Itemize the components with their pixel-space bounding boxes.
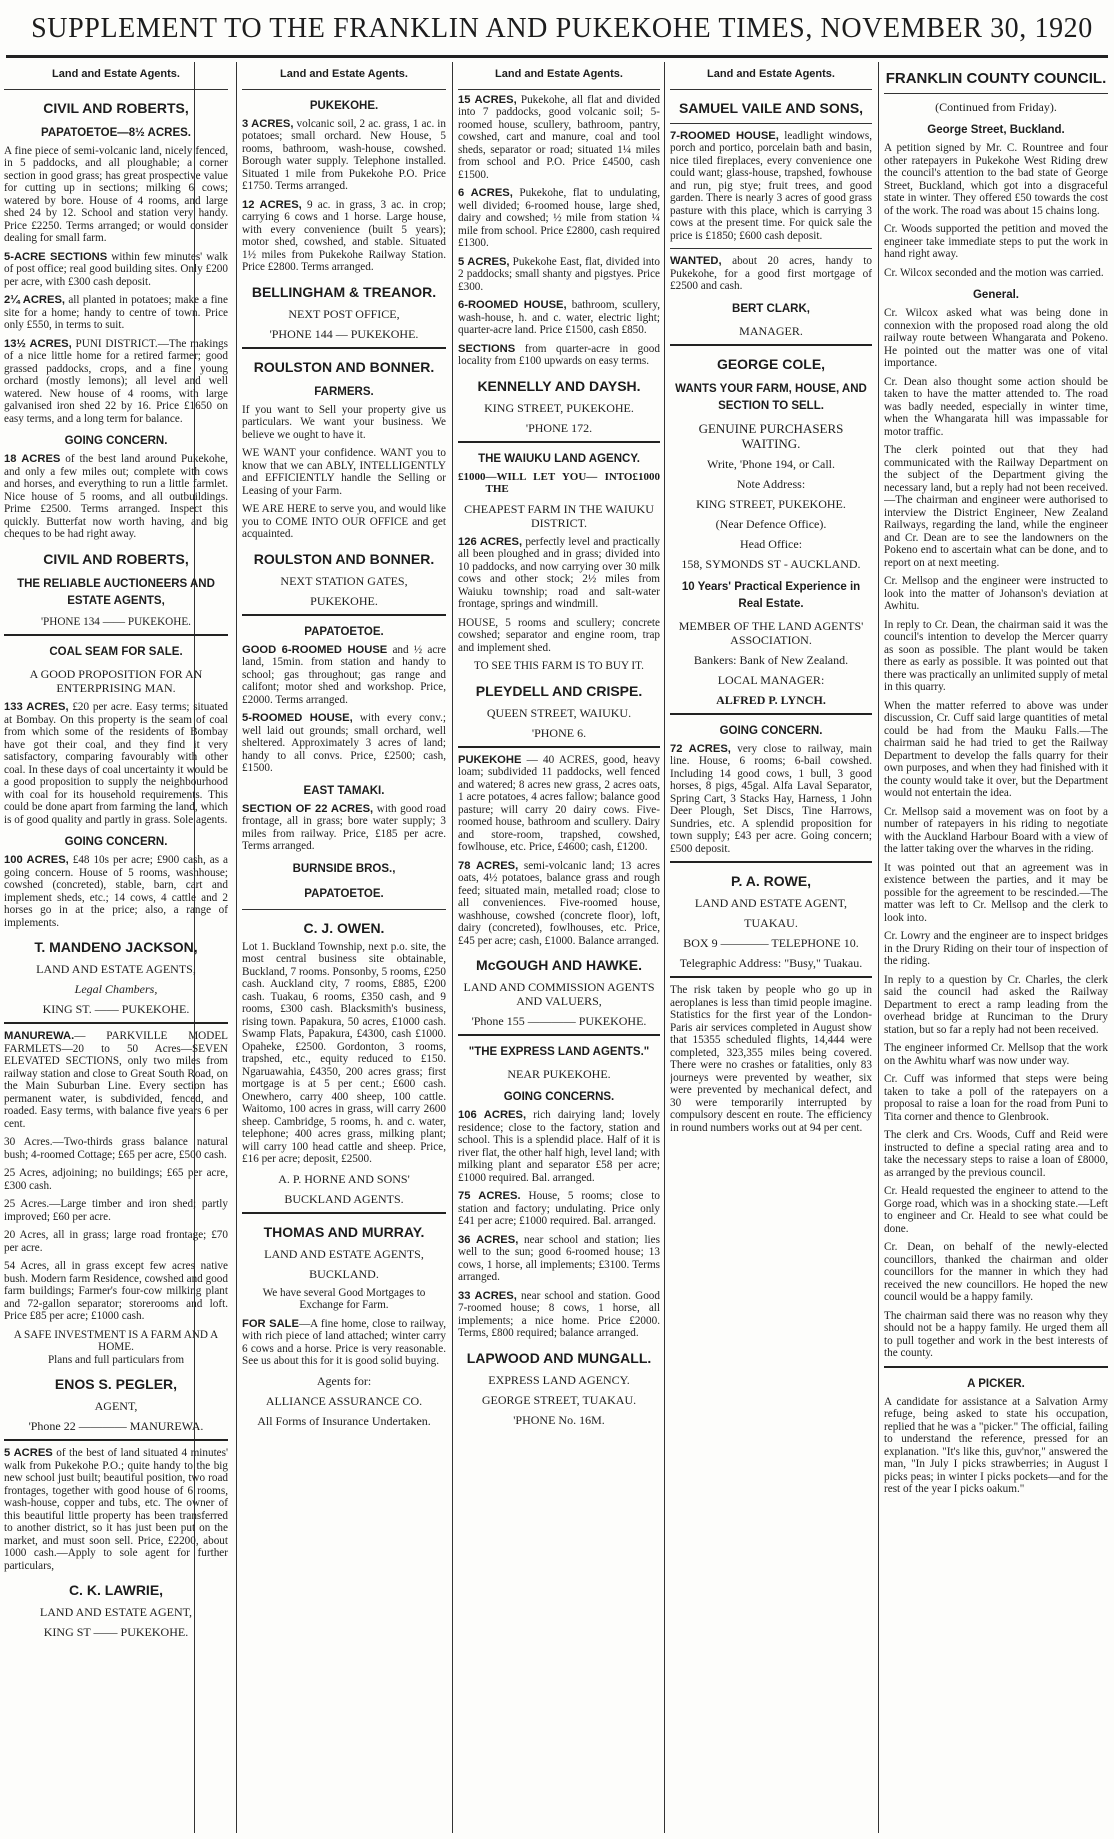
listing-text: very close to railway, main line. House, 6 rooms; 6-bail cowshed. Including 14 good cows, 1 bull, 3 good horses, 8 pigs, 45gal. Alfa Laval Separator, Spring Cart, 3 Stacks Hay, Harness, 1 John Deer Plough, Set Discs, Tine Harrows, Sundries, etc. A splendid proposition for town supply; £43 per acre. Going concern; £500 deposit. <box>670 742 872 855</box>
listing-text: near school and station; lies well to the sun; good 6-roomed house; 13 cows, 1 horse, all implements; £3100. Terms arranged. <box>458 1233 660 1283</box>
listing-lead: 6-ROOMED HOUSE, <box>458 299 567 311</box>
firm-phone: 'PHONE No. 16M. <box>513 1412 605 1427</box>
ad-contact: Write, 'Phone 194, or Call. <box>707 456 835 471</box>
listing <box>670 130 872 243</box>
article-paragraph: Cr. Lowry and the engineer are to inspect bridges in the Drury Riding on their tour of inspection of the riding. <box>884 930 1108 967</box>
ad-note: Plans and full particulars from <box>47 1353 185 1366</box>
listing-text: — PARKVILLE MODEL FARMLETS—20 to 50 Acres—SEVEN ELEVATED SECTIONS, only two miles from railway station and close to Great South Road, on the Main Suburban Line. Every section has permanent water, is subdivided, fenced, and roaded. Easy terms, with balance five years 6 per cent. <box>4 1030 228 1130</box>
listing-lead: 15 ACRES, <box>458 93 517 106</box>
listing-text: Pukekohe, all flat and divided into 7 paddocks, good volcanic soil; 5-roomed house, scullery, bathroom, pantry, cowshed, cart and manure, coal and tool sheds, separator or road; situated 1¼ miles from school and P.O. Price £4500, cash £1500. <box>458 93 660 181</box>
listing-lead: FOR SALE <box>242 1317 299 1330</box>
listing-lead: 100 ACRES, <box>4 854 69 866</box>
head-office-label: Head Office: <box>739 536 803 551</box>
listing-text: leadlight windows, porch and portico, porcelain bath and basin, nice tiled fireplaces, every convenience one could want; glass-house, trapshed, fowhouse and run, pig stye; fruit trees, and good garden. There is nearly 3 acres of good grass pasture with this place, which is carrying 3 cows at the present time. For quick sale the price is £1850; £600 cash deposit. <box>670 129 872 242</box>
firm-subtitle: NEAR PUKEKOHE. <box>507 1067 611 1081</box>
listing-lead: 36 ACRES, <box>458 1233 519 1246</box>
listing-lead: MANUREWA. <box>4 1030 75 1042</box>
article-paragraph: In reply to a question by Cr. Charles, the clerk said the council had asked the Railway Department to erect a ramp leading from the overhead bridge at Runciman to the Drury station, but so far a reply had not been received. <box>884 973 1108 1036</box>
listing-lead: 78 ACRES, <box>458 859 519 872</box>
listing-subhead: PAPATOETOE—8½ ACRES. <box>41 126 191 139</box>
listing-lead: 5-ACRE SECTIONS <box>4 250 108 263</box>
firm-name: GEORGE COLE, <box>716 355 826 372</box>
listing-text: Pukekohe East, flat, divided into 2 paddocks; small shanty and pigstyes. Price £300. <box>458 255 660 293</box>
listing <box>242 644 446 707</box>
firm-street: KING ST. —— PUKEKOHE. <box>42 1002 190 1016</box>
firm-subtitle: LAND AND ESTATE AGENT, <box>39 1605 193 1619</box>
divider <box>670 713 872 715</box>
listing <box>458 299 660 337</box>
firm-address: QUEEN STREET, WAIUKU. <box>486 705 632 720</box>
listing <box>458 536 660 611</box>
firm-subtitle: EXPRESS LAND AGENCY. <box>488 1372 630 1387</box>
firm-name: McGOUGH AND HAWKE. <box>476 957 642 973</box>
address-label: Note Address: <box>736 476 806 491</box>
article-paragraph: The chairman said there was no reason why they should not be a happy family. He urged them all to pull together and work in the best interests of the county. <box>884 1309 1108 1359</box>
divider <box>242 909 446 910</box>
firm-name: C. K. LAWRIE, <box>68 1582 164 1598</box>
article-paragraph: A petition signed by Mr. C. Rountree and four other ratepayers in Pukekohe West Riding drew the council's attention to the bad state of George Street, Buckland, which got into a disgraceful state in winter. They offered £50 towards the cost of the work. The road was about 15 chains long. <box>884 142 1108 217</box>
listing-lead: 5-ROOMED HOUSE, <box>242 712 353 724</box>
ad-subheading: CHEAPEST FARM IN THE WAIUKU DISTRICT. <box>464 501 654 530</box>
firm-name: CIVIL AND ROBERTS, <box>43 99 189 116</box>
firm-name: THE WAIUKU LAND AGENCY. <box>478 452 640 465</box>
listing-text: 25 Acres, adjoining; no buildings; £65 per acre, £300 cash. <box>4 1167 228 1192</box>
listing <box>4 1030 228 1130</box>
ad-heading: WANTS YOUR FARM, HOUSE, AND SECTION TO SELL. <box>675 382 867 412</box>
firm-telegraphic: Telegraphic Address: "Busy," Tuakau. <box>679 956 863 970</box>
listing <box>458 187 660 250</box>
listing-lead: 5 ACRES, <box>458 255 510 268</box>
firm-address: GEORGE STREET, TUAKAU. <box>481 1392 637 1407</box>
firm-name: BELLINGHAM & TREANOR. <box>251 283 437 300</box>
listing <box>242 1318 446 1368</box>
listing-text: A fine piece of semi-volcanic land, nicely fenced, in 5 paddocks, and all ploughable; a corner section in good grass; has great prospective value for cutting up in sections; milking 6 cows; watered by bore. House of 4 rooms, and large shed 24 by 12. School and station very handy. Price £2250. Terms arranged; or would consider dealing for small farm. <box>4 144 228 244</box>
firm-address-note: (Near Defence Office). <box>715 516 827 531</box>
offer-amount-right: £1000 <box>632 470 660 483</box>
listing-lead: PUKEKOHE <box>458 753 522 766</box>
listing <box>458 860 660 948</box>
listing <box>670 255 872 293</box>
divider <box>670 976 872 978</box>
article-paragraph: The engineer informed Cr. Mellsop that the work on the Awhitu wharf was now under way. <box>884 1042 1108 1067</box>
local-manager-label: LOCAL MANAGER: <box>717 672 825 687</box>
ad-heading: FARMERS. <box>314 385 374 398</box>
listing-text: £48 10s per acre; £900 cash, as a going concern. House of 5 rooms, washhouse; cowshed (concreted), stable, barn, cart and implement sheds, etc.; 14 cows, 4 cattle and 2 horses go in at the price; also, a range of implements. <box>4 854 228 929</box>
listing <box>4 338 228 426</box>
agency-note: All Forms of Insurance Undertaken. <box>257 1413 431 1428</box>
firm-name: LAPWOOD AND MUNGALL. <box>466 1349 652 1366</box>
ad-text: WE ARE HERE to serve you, and would like you to COME INTO OUR OFFICE and get acquainted. <box>242 503 446 540</box>
article-paragraph: Cr. Wilcox seconded and the motion was carried. <box>884 266 1104 279</box>
town-heading: PUKEKOHE. <box>309 99 379 112</box>
column-1 <box>4 62 228 1833</box>
agency-name: ALLIANCE ASSURANCE CO. <box>265 1393 423 1408</box>
article-continuation: (Continued from Friday). <box>935 100 1057 114</box>
listing-text: 30 Acres.—Two-thirds grass balance natural bush; 4-roomed Cottage; £65 per acre, £500 cash. <box>4 1136 228 1161</box>
divider <box>4 634 228 636</box>
listing <box>458 1109 660 1184</box>
agents-label: Agents for: <box>316 1373 372 1388</box>
listing-text: within few minutes' walk of post office; real good building sites. Only £200 per acre, with £300 cash deposit. <box>4 250 228 288</box>
listing-text: with every conv.; well laid out grounds; small orchard, well sheltered. Approximately 3 acres of land; handy to all convs. Price, £2500; cash, £1500. <box>242 712 446 774</box>
firm-phone: 'Phone 22 ———— MANUREWA. <box>28 1419 204 1433</box>
ad-text: WE WANT your confidence. WANT you to know that we can ABLY, INTELLIGENTLY and EFFICIENTLY handle the Selling or Leasing of your Farm. <box>242 447 446 497</box>
firm-phone: 'PHONE 6. <box>531 725 587 740</box>
listing-text: semi-volcanic land; 13 acres oats, 4½ potatoes, balance grass and rough feed; situated main, metalled road; close to all conveniences. Five-roomed house, washhouse, cowshed (concrete floor), loft, dairy (concreted), fowlhouses, etc. Price, £45 per acre; cash, £1000. Balance arranged. <box>458 859 660 947</box>
firm-name: THOMAS AND MURRAY. <box>263 1223 425 1240</box>
listing-text: near school and station. Good 7-roomed house; 8 cows, 1 horse, all implements; a nice home. Price £2000. Terms, £800 required; balance arranged. <box>458 1289 660 1339</box>
divider <box>4 1439 228 1441</box>
article-subhead: George Street, Buckland. <box>927 124 1065 136</box>
firm-phone: BOX 9 ———— TELEPHONE 10. <box>683 936 859 950</box>
article-paragraph: Cr. Dean, on behalf of the newly-elected councillors, thanked the chairman and older councillors for the manner in which they had received the new councillors. He hoped the new council would be a happy family. <box>884 1241 1108 1303</box>
firm-name: P. A. ROWE, <box>730 873 812 889</box>
listing-text: rich dairying land; lovely residence; close to the factory, station and school. This is a splendid place. Half of it is river flat, the other half high, level land; with milking plant and separator £58 per acre; £1000 required. Bal. arranged. <box>458 1109 660 1184</box>
firm-name: BURNSIDE BROS., <box>292 862 396 875</box>
listing-text: and ½ acre land, 15min. from station and handy to school; gas throughout; gas range and califont; motor shed and workshop. Price, £2000. Terms arranged. <box>242 643 446 706</box>
listing <box>4 701 228 826</box>
divider <box>458 441 660 443</box>
firm-phone: 'PHONE 144 — PUKEKOHE. <box>269 326 419 341</box>
ad-text: We have several Good Mortgages to Exchange for Farm. <box>262 1286 426 1311</box>
listing-text: bathroom, scullery, wash-house, h. and c. water, electric light; quarter-acre land. Price £1500, cash £850. <box>458 299 660 336</box>
firm-subtitle: LAND AND ESTATE AGENTS, <box>264 1246 424 1261</box>
listing <box>670 743 872 856</box>
masthead: SUPPLEMENT TO THE FRANKLIN AND PUKEKOHE TIMES, NOVEMBER 30, 1920 <box>31 13 1093 44</box>
article-paragraph: Cr. Wilcox asked what was being done in connexion with the proposed road along the old railway route between Whangarata and Pokeno. He pointed out the matter was one of vital importance. <box>884 307 1108 369</box>
article-paragraph: The clerk pointed out that they had communicated with the Railway Department on the subject of the Department giving the necessary land, but a reply had not been received.—The chairman and engineer were authorised to interview the District Engineer, New Zealand Railways, regarding the land, while the engineer and Cr. Dean are to see the landowners on the Pokeno end to ascertain what can be done, and to report on at next meeting. <box>884 444 1108 569</box>
firm-subtitle: LAND AND COMMISSION AGENTS AND VALUERS, <box>463 980 655 1008</box>
firm-name: SAMUEL VAILE AND SONS, <box>678 99 864 116</box>
article-paragraph: When the matter referred to above was under discussion, Cr. Cuff said large quantities of metal could be had from the Mauku Falls.—The chairman said he had tried to get the Railway Department to develop the falls quarry for their own purposes, and when they had finished with it the county would take it over, but the Department would not entertain the idea. <box>884 699 1108 799</box>
listing <box>4 854 228 929</box>
article-paragraph: Cr. Dean also thought some action should be taken to have the matter attended to. The road was badly needed, especially in winter time, when the Whangarata hill was impassable for motor traffic. <box>884 375 1108 438</box>
listing-lead: SECTIONS <box>458 342 516 355</box>
news-item: The risk taken by people who go up in aeroplanes is less than timid people imagine. Statistics for the first year of the London-Paris air services completed in August show that 15355 scheduled flights, 14,444 were completed, 323,355 miles being covered. There were no crashes or fatalities, only 83 journeys were prevented by weather, six were prevented by mechanical defect, and 30 were temporarily interrupted by compulsory descent en route. The efficiency in round numbers works out at 94 per cent. <box>670 984 872 1134</box>
firm-name: A. P. HORNE AND SONS' <box>278 1171 410 1186</box>
listing-lead: WANTED, <box>670 255 722 267</box>
firm-name: CIVIL AND ROBERTS, <box>43 550 189 567</box>
listing-subhead: GOING CONCERN. <box>719 724 823 737</box>
column-divider <box>236 62 237 1833</box>
firm-phone: 'PHONE 134 —— PUKEKOHE. <box>41 615 191 628</box>
listing-text: —A fine home, close to railway, with rich piece of land attached; winter carry 6 cows and a horse. Price is very reasonable. See us about this for it is good solid buying. <box>242 1317 446 1367</box>
listing-subhead: GOING CONCERNS. <box>503 1091 615 1103</box>
listing-lead: 2¼ ACRES, <box>4 294 66 306</box>
membership-note: MEMBER OF THE LAND AGENTS' ASSOCIATION. <box>678 618 864 647</box>
listing-text: of the best land around Pukekohe, and only a few miles out; complete with cows and horses, and everything to run a little farmlet. Nice house of 5 rooms, and all outbuildings. Prime £2500. Terms arranged. Inspect this quickly. Butterfat now worth having, and big cheques to be had right away. <box>4 453 228 540</box>
column-header: Land and Estate Agents. <box>670 62 872 90</box>
article-subhead: General. <box>972 289 1020 301</box>
firm-name: PLEYDELL AND CRISPE. <box>475 682 643 699</box>
ad-text: If you want to Sell your property give us particulars. We want your business. We believe we ought to have it. <box>242 403 446 441</box>
divider <box>242 1212 446 1214</box>
listing <box>242 118 446 193</box>
town-heading: EAST TAMAKI. <box>303 784 385 797</box>
firm-address: KING STREET, PUKEKOHE. <box>696 496 846 511</box>
firm-subtitle: BUCKLAND AGENTS. <box>284 1191 404 1206</box>
listing <box>242 803 446 853</box>
listing-text: 20 Acres, all in grass; large road frontage; £70 per acre. <box>4 1229 228 1254</box>
listing-text: House, 5 rooms; close to station and factory; undulating. Price only £41 per acre; £1000 required. Bal. arranged. <box>458 1190 660 1227</box>
divider <box>670 344 872 346</box>
firm-name: ROULSTON AND BONNER. <box>253 358 435 375</box>
firm-name: T. MANDENO JACKSON, <box>34 939 198 955</box>
article-paragraph: Cr. Heald requested the engineer to attend to the Gorge road, which was in a shocking state.—Left to engineer and Cr. Heald to see what could be done. <box>884 1185 1108 1235</box>
firm-phone: 'PHONE 172. <box>525 420 593 435</box>
divider <box>242 614 446 616</box>
firm-name: ROULSTON AND BONNER. <box>253 550 435 567</box>
listing-text: 9 ac. in grass, 3 ac. in crop; carrying 6 cows and 1 horse. Large house, with every convenience (built 5 years); motor shed, cowshed, and stable. Situated 1½ miles from Pukekohe Railway Station. Price £2800. Terms arranged. <box>242 198 446 273</box>
listing-text: with good road frontage, all in grass; bore water supply; 3 miles from railway. Price, £185 per acre. Terms arranged. <box>242 802 446 852</box>
listing-lead: 106 ACRES, <box>458 1109 527 1121</box>
article-paragraph: A candidate for assistance at a Salvation Army refuge, being asked to state his occupation, replied that he was a "picker." The official, failing to understand the reference, pressed for an explanation. "It's like this, guv'nor," answered the man, "In July I picks strawberries; in August I picks peas; in winter I picks pockets—and for the rest of the year I picks oakum." <box>884 1395 1108 1495</box>
listing-lead: 33 ACRES, <box>458 1289 517 1302</box>
column-3 <box>458 62 660 1833</box>
offer-row <box>458 471 660 496</box>
column-header: Land and Estate Agents. <box>4 62 228 90</box>
listing-subhead: GOING CONCERN. <box>64 836 168 848</box>
listing-lead: 72 ACRES, <box>670 742 731 755</box>
listing-text: 54 Acres, all in grass except few acres native bush. Modern farm Residence, cowshed and good farm buildings; Farmer's four-cow milking plant and 72-gallon separator; storerooms and loft. Price £85 per acre; £1000 cash. <box>4 1260 228 1322</box>
article-paragraph: Cr. Mellsop said a movement was on foot by a number of ratepayers in his riding to negotiate with the Auckland Harbour Board with a view of the latter taking over the wharves in the riding. <box>884 805 1108 855</box>
firm-subtitle: LAND AND ESTATE AGENTS, <box>36 962 196 976</box>
column-5 <box>884 62 1108 1833</box>
column-4 <box>670 62 872 1833</box>
firm-name: BERT CLARK, <box>732 302 810 315</box>
listing-lead: 13½ ACRES, <box>4 337 72 350</box>
divider <box>458 1034 660 1036</box>
article-title: FRANKLIN COUNTY COUNCIL. <box>885 70 1107 87</box>
listing <box>4 1447 228 1572</box>
listing <box>242 712 446 775</box>
listing-text: Lot 1. Buckland Township, next p.o. site, the most central business site obtainable, Buckland, 7 rooms. Ponsonby, 5 rooms, £250 cash. Auckland city, 7 rooms, £885, £200 cash. Tuakau, 6 rooms, £350 cash, and 9 rooms, £300 cash. Blacksmith's business, rising town. Papakura, 50 acres, £1000 cash. Swamp Flats, Papakura, £4300, cash £1000. Opaheke, £2500. Gordonton, 3 rooms, trapshed, etc., equity reduced to £150. Ngaruawahia, £4350, 200 acres grass; first mortgage is at 5 per cent.; £600 cash. Onewhero, carry 400 sheep, 100 cattle. Waitomo, 100 acres in grass, will carry 2600 sheep. Cambridge, 5 rooms, h. and c. water, telephone; 400 acres grass, milking plant; will carry 100 head cattle and sheep. Price, £16 per acre; deposit, £2500. <box>242 940 446 1165</box>
listing <box>4 251 228 289</box>
divider <box>670 248 872 249</box>
firm-address: NEXT POST OFFICE, <box>288 306 400 321</box>
ad-heading: COAL SEAM FOR SALE. <box>49 646 183 658</box>
column-divider <box>664 62 665 1833</box>
firm-town: BUCKLAND. <box>309 1266 379 1281</box>
column-divider <box>452 62 453 1833</box>
listing <box>458 1190 660 1228</box>
listing-lead: 12 ACRES, <box>242 198 302 211</box>
listing <box>458 343 660 368</box>
divider <box>884 93 1108 94</box>
listing-text: — 40 ACRES, good, heavy loam; subdivided 11 paddocks, well fenced and watered; 8 acres new grass, 2 acres oats, 1 acre potatoes, 4 acres fallow; balance good pasture; will carry 20 dairy cows. Five-roomed house, bathroom and scullery. Dairy and store-room, trapshed, cowshed, fowlhouse, etc. Price, £4600; cash, £1200. <box>458 753 660 853</box>
divider <box>884 1366 1108 1368</box>
listing-text: of the best of land situated 4 minutes' walk from Pukekohe P.O.; quite handy to the big new school just built; beautiful position, two road frontages, together with good house of 6 rooms, wash-house, copper and tubs, etc. The owner of this beautiful little property has been transferred to another district, so it has just been put on the market, and must soon sell. Price, £2200, about 1000 cash.—Apply to sole agent for further particulars, <box>4 1447 228 1572</box>
listing-lead: GOOD 6-ROOMED HOUSE <box>242 643 388 656</box>
divider <box>242 347 446 349</box>
divider <box>670 123 872 124</box>
listing <box>4 294 228 332</box>
local-manager-name: ALFRED P. LYNCH. <box>716 692 826 707</box>
listing-lead: 7-ROOMED HOUSE, <box>670 129 779 142</box>
firm-address: KING STREET, PUKEKOHE. <box>484 400 634 415</box>
firm-subtitle: THE RELIABLE AUCTIONEERS AND ESTATE AGENTS, <box>17 577 215 607</box>
listing-text: Pukekohe, flat to undulating, well divided; 6-roomed house, large shed, dairy and cowshed; ½ mile from station ¼ mile from school. Price £2800, cash required £1300. <box>458 187 660 249</box>
ad-tagline: TO SEE THIS FARM IS TO BUY IT. <box>474 660 644 672</box>
listing <box>458 754 660 854</box>
head-office-address: 158, SYMONDS ST - AUCKLAND. <box>681 556 861 571</box>
firm-title: MANAGER. <box>739 323 803 338</box>
firm-town: PUKEKOHE. <box>310 593 378 608</box>
column-divider <box>878 62 879 1833</box>
listing-text: about 20 acres, handy to Pukekohe, for a good first mortgage of £2500 and cash. <box>670 255 872 292</box>
listing <box>4 453 228 541</box>
firm-address: Legal Chambers, <box>74 982 158 996</box>
firm-phone: 'Phone 155 ———— PUKEKOHE. <box>471 1014 647 1028</box>
column-2 <box>242 62 446 1833</box>
article-title: A PICKER. <box>967 1377 1025 1390</box>
article-paragraph: It was pointed out that an agreement was in existence between the parties, and it may be possible for the agreement to be rescinded.—The matter was left to Cr. Mellsop and the clerk to look into. <box>884 861 1108 924</box>
listing-text: PUNI DISTRICT.—The makings of a nice little home for a retired farmer; good grassed paddocks, crops, and a fine young orchard (mostly lemons); all level and well watered. New house of 4 rooms, with large galvanised iron shed 22 by 16. Price £1650 on easy terms, and a long term for balance. <box>4 337 228 425</box>
listing <box>242 199 446 274</box>
bankers-note: Bankers: Bank of New Zealand. <box>693 652 849 667</box>
ad-subheading: GENUINE PURCHASERS WAITING. <box>698 420 844 451</box>
listing-text: £20 per acre. Easy terms; situated at Bombay. On this property is the seam of coal from which some of the residents of Bombay have got their coal, and they find it very satisfactory, comparing favourably with other coal. In these days of coal uncertainty it would be a good proposition to supply the neighbourhood with coal for its household requirements. This could be done apart from farming the land, which is of good quality and partly in grass. Sole agents. <box>4 701 228 826</box>
offer-amount-left: £1000 <box>458 470 486 483</box>
column-header: Land and Estate Agents. <box>458 62 660 90</box>
firm-town: TUAKAU. <box>744 916 798 930</box>
firm-town: PAPATOETOE. <box>304 887 384 900</box>
firm-name: ENOS S. PEGLER, <box>54 1376 178 1392</box>
listing-lead: 126 ACRES, <box>458 535 523 548</box>
listing <box>458 1290 660 1340</box>
ad-subheading: A GOOD PROPOSITION FOR AN ENTERPRISING MAN. <box>29 667 203 695</box>
experience-note: 10 Years' Practical Experience in Real Estate. <box>681 580 861 610</box>
divider <box>458 746 660 748</box>
listing-lead: 6 ACRES, <box>458 187 513 199</box>
listing <box>458 94 660 182</box>
firm-name: "THE EXPRESS LAND AGENTS." <box>468 1046 650 1058</box>
listing <box>458 256 660 294</box>
listing-lead: 75 ACRES. <box>458 1190 521 1202</box>
listing-lead: 18 ACRES <box>4 453 61 465</box>
listing-text: HOUSE, 5 rooms and scullery; concrete cowshed; separator and engine room, trap and implement shed. <box>458 616 660 654</box>
listing-text: volcanic soil, 2 ac. grass, 1 ac. in potatoes; small orchard. New House, 5 rooms, bathroom, wash-house, cowshed. Borough water supply. Telephone installed. Situated 1 mile from Pukekohe P.O. Price £1750. Terms arranged. <box>242 117 446 192</box>
listing <box>458 1234 660 1284</box>
ad-tagline: A SAFE INVESTMENT IS A FARM AND A HOME. <box>13 1328 219 1353</box>
article-paragraph: Cr. Cuff was informed that steps were being taken to take a poll of the ratepayers on a proposal to raise a loan for the road from Puni to Tita corner and thence to Glenbrook. <box>884 1073 1108 1123</box>
masthead-rule <box>6 55 1108 58</box>
listing-lead: SECTION OF 22 ACRES, <box>242 802 374 815</box>
listing-subhead: GOING CONCERN. <box>64 435 168 447</box>
listing-lead: 3 ACRES, <box>242 117 294 130</box>
firm-street: KING ST —— PUKEKOHE. <box>43 1625 189 1639</box>
article-paragraph: In reply to Cr. Dean, the chairman said it was the council's intention to develop the Mercer quarry as soon as possible. The plant would be taken there as early as possible. It was pointed out that there was practically an unlimited supply of metal in this quarry. <box>884 618 1108 693</box>
divider <box>4 1022 228 1024</box>
article-paragraph: Cr. Woods supported the petition and moved the engineer take immediate steps to put the work in hand right away. <box>884 223 1108 260</box>
divider <box>670 861 872 863</box>
firm-subtitle: AGENT, <box>94 1399 138 1413</box>
firm-subtitle: LAND AND ESTATE AGENT, <box>694 896 848 910</box>
listing-lead: 133 ACRES, <box>4 701 69 713</box>
firm-name: KENNELLY AND DAYSH. <box>477 377 641 394</box>
article-paragraph: Cr. Mellsop and the engineer were instructed to look into the matter of Johanson's deviation at Awhitu. <box>884 575 1108 612</box>
listing-lead: 5 ACRES <box>4 1447 53 1459</box>
firm-name: C. J. OWEN. <box>303 919 385 936</box>
listing-text: 25 Acres.—Large timber and iron shed; partly improved; £60 per acre. <box>4 1198 228 1223</box>
column-header: Land and Estate Agents. <box>242 62 446 90</box>
listing-text: perfectly level and practically all been ploughed and in grass; divided into 10 paddocks, and now carrying over 30 milk cows and other stock; 2½ miles from Waiuku township; road and salt-water frontage, springs and windmill. <box>458 535 660 610</box>
listing-text: all planted in potatoes; make a fine site for a home; handy to centre of town. Price only £550, in terms to suit. <box>4 294 228 331</box>
offer-text: —WILL LET YOU— INTO THE <box>485 470 633 495</box>
listing-text: from quarter-acre in good locality from £100 upwards on easy terms. <box>458 342 660 367</box>
firm-address: NEXT STATION GATES, <box>280 573 408 588</box>
article-paragraph: The clerk and Crs. Woods, Cuff and Reid were instructed to define a special rating area and to take the necessary steps to raise a loan of £8000, as arranged by the previous council. <box>884 1129 1108 1179</box>
town-heading: PAPATOETOE. <box>304 625 384 638</box>
